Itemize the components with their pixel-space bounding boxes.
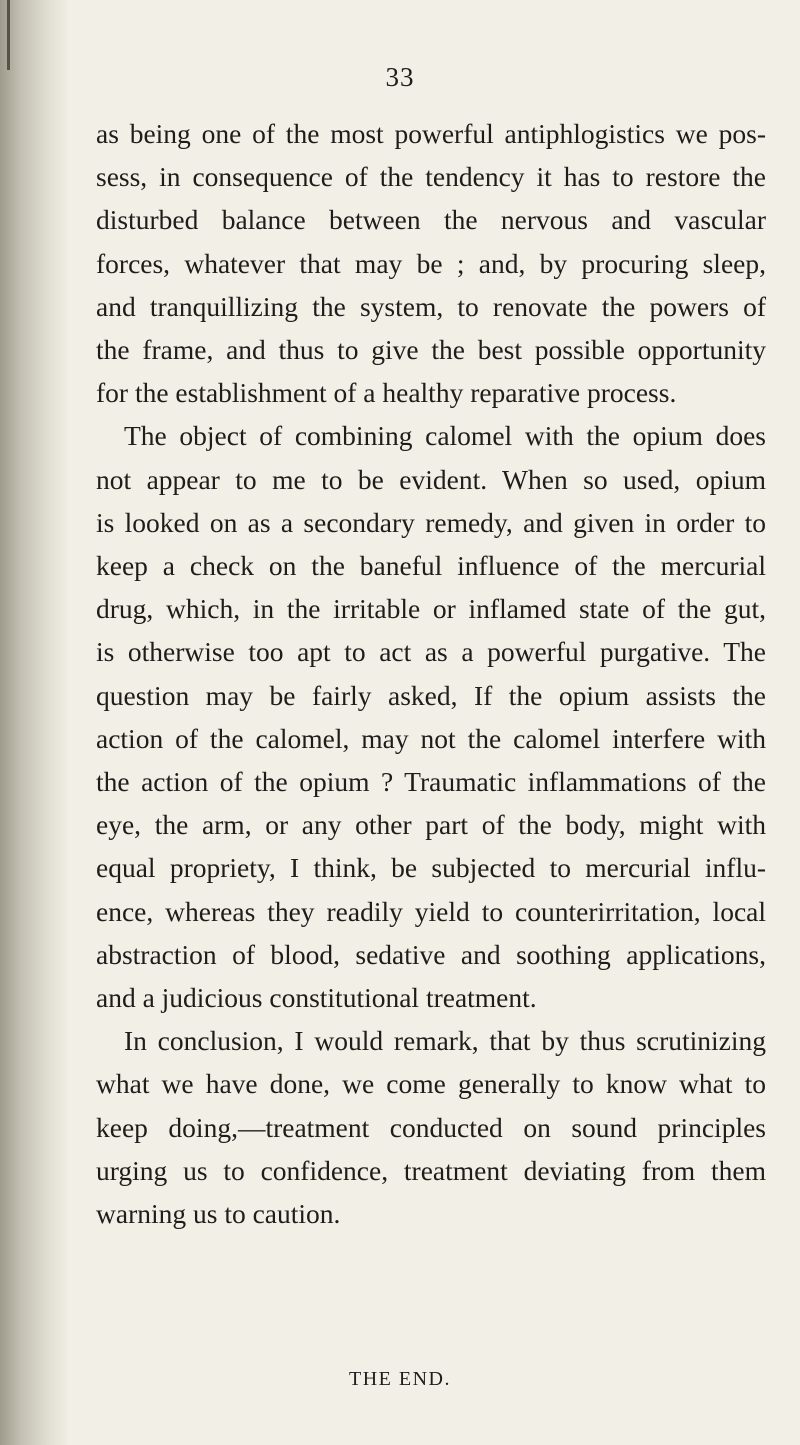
text-line: what we have done, we come generally to know what to <box>96 1068 766 1100</box>
text-line: and tranquillizing the system, to renovate the powers of <box>96 290 766 322</box>
text-line: question may be fairly asked, If the opium assists the <box>96 679 766 711</box>
text-line: and a judicious constitutional treatment. <box>96 982 537 1014</box>
text-line: is otherwise too apt to act as a powerful purgative. The <box>96 636 766 668</box>
text-line: abstraction of blood, sedative and soothing applications, <box>96 938 766 970</box>
text-line: The object of combining calomel with the opium does <box>124 420 766 452</box>
text-line: the action of the opium ? Traumatic inflammations of the <box>96 766 766 798</box>
body-text <box>96 112 766 1235</box>
text-line: keep a check on the baneful influence of the mercurial <box>96 550 766 582</box>
text-line: the frame, and thus to give the best possible opportunity <box>96 334 766 366</box>
page-gutter-shadow <box>0 0 70 1445</box>
text-line: action of the calomel, may not the calomel interfere with <box>96 722 766 754</box>
text-line: urging us to confidence, treatment deviating from them <box>96 1154 766 1186</box>
end-marker: THE END. <box>349 1368 451 1390</box>
text-line: equal propriety, I think, be subjected to mercurial influ- <box>96 852 766 884</box>
text-line: eye, the arm, or any other part of the body, might with <box>96 809 766 841</box>
text-line: disturbed balance between the nervous and vascular <box>96 204 766 236</box>
binding-edge <box>7 0 10 70</box>
text-line: In conclusion, I would remark, that by thus scrutinizing <box>124 1025 766 1057</box>
text-line: for the establishment of a healthy reparative process. <box>96 377 677 409</box>
text-line: not appear to me to be evident. When so used, opium <box>96 463 766 495</box>
text-line: drug, which, in the irritable or inflamed state of the gut, <box>96 593 766 625</box>
text-line: sess, in consequence of the tendency it has to restore the <box>96 161 766 193</box>
text-line: keep doing,—treatment conducted on sound principles <box>96 1111 766 1143</box>
text-line: as being one of the most powerful antiphlogistics we pos- <box>96 118 766 149</box>
page-number: 33 <box>385 62 415 92</box>
text-line: warning us to caution. <box>96 1198 341 1230</box>
text-line: is looked on as a secondary remedy, and given in order to <box>96 506 766 538</box>
text-line: ence, whereas they readily yield to counterirritation, local <box>96 895 766 927</box>
text-line: forces, whatever that may be ; and, by procuring sleep, <box>96 247 766 279</box>
